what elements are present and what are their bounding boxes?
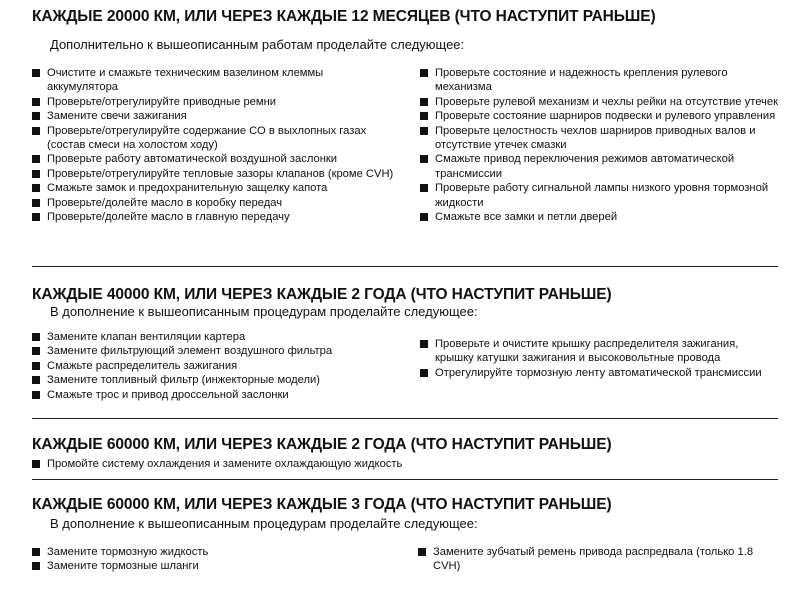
list-item: Смажьте распределитель зажигания: [32, 359, 394, 373]
list-item: Отрегулируйте тормозную ленту автоматической трансмиссии: [420, 366, 780, 380]
bullet-icon: [32, 333, 40, 341]
list-item: Проверьте/отрегулируйте содержание СО в выхлопных газах (состав смеси на холостом ходу): [32, 124, 394, 153]
list-item: Проверьте/отрегулируйте приводные ремни: [32, 95, 394, 109]
list-item: Проверьте целостность чехлов шарниров приводных валов и отсутствие утечек смазки: [420, 124, 780, 153]
bullet-icon: [32, 391, 40, 399]
section-subtitle-40000: В дополнение к вышеописанным процедурам проделайте следующее:: [50, 304, 478, 319]
bullet-icon: [32, 213, 40, 221]
bullet-icon: [32, 184, 40, 192]
bullet-icon: [420, 369, 428, 377]
section-title-60000-2y: КАЖДЫЕ 60000 КМ, ИЛИ ЧЕРЕЗ КАЖДЫЕ 2 ГОДА (ЧТО НАСТУПИТ РАНЬШЕ): [32, 436, 612, 453]
bullet-icon: [32, 112, 40, 120]
bullet-icon: [32, 98, 40, 106]
bullet-icon: [420, 155, 428, 163]
list-item: Смажьте трос и привод дроссельной заслонки: [32, 388, 394, 402]
section-subtitle-20000: Дополнительно к вышеописанным работам проделайте следующее:: [50, 37, 465, 52]
bullet-icon: [32, 199, 40, 207]
section-40000-left-list: [32, 330, 394, 402]
list-item: Проверьте и очистите крышку распределителя зажигания, крышку катушки зажигания и высоковольтные провода: [420, 337, 780, 366]
bullet-icon: [32, 548, 40, 556]
bullet-icon: [32, 127, 40, 135]
section-40000-right-list: [420, 337, 780, 380]
list-item: Проверьте состояние шарниров подвески и рулевого управления: [420, 109, 780, 123]
bullet-icon: [32, 170, 40, 178]
bullet-icon: [32, 362, 40, 370]
list-item: Смажьте замок и предохранительную защелку капота: [32, 181, 394, 195]
list-item: Проверьте работу автоматической воздушной заслонки: [32, 152, 394, 166]
section-60000-3y-left-list: [32, 545, 394, 574]
section-60000-2y-list: [32, 457, 772, 471]
section-title-40000: КАЖДЫЕ 40000 КМ, ИЛИ ЧЕРЕЗ КАЖДЫЕ 2 ГОДА (ЧТО НАСТУПИТ РАНЬШЕ): [32, 286, 612, 303]
section-60000-3y-right-list: [418, 545, 780, 574]
bullet-icon: [420, 184, 428, 192]
bullet-icon: [418, 548, 426, 556]
list-item: Проверьте/отрегулируйте тепловые зазоры клапанов (кроме CVH): [32, 167, 394, 181]
bullet-icon: [32, 376, 40, 384]
bullet-icon: [420, 98, 428, 106]
bullet-icon: [32, 69, 40, 77]
bullet-icon: [32, 562, 40, 570]
list-item: Смажьте все замки и петли дверей: [420, 210, 780, 224]
section-20000-right-list: [420, 66, 780, 224]
list-item: Замените фильтрующий элемент воздушного фильтра: [32, 344, 394, 358]
list-item: Замените свечи зажигания: [32, 109, 394, 123]
section-divider: [32, 479, 778, 480]
list-item: Замените топливный фильтр (инжекторные модели): [32, 373, 394, 387]
section-divider: [32, 418, 778, 419]
list-item: Проверьте работу сигнальной лампы низкого уровня тормозной жидкости: [420, 181, 780, 210]
bullet-icon: [420, 340, 428, 348]
section-title-20000: КАЖДЫЕ 20000 КМ, ИЛИ ЧЕРЕЗ КАЖДЫЕ 12 МЕСЯЦЕВ (ЧТО НАСТУПИТ РАНЬШЕ): [32, 8, 656, 25]
bullet-icon: [32, 460, 40, 468]
list-item: Смажьте привод переключения режимов автоматической трансмиссии: [420, 152, 780, 181]
list-item: Проверьте рулевой механизм и чехлы рейки на отсутствие утечек: [420, 95, 780, 109]
section-20000-left-list: [32, 66, 394, 224]
section-divider: [32, 266, 778, 267]
list-item: Замените зубчатый ремень привода распредвала (только 1.8 CVH): [418, 545, 780, 574]
list-item: Промойте систему охлаждения и замените охлаждающую жидкость: [32, 457, 772, 471]
bullet-icon: [32, 347, 40, 355]
list-item: Проверьте состояние и надежность крепления рулевого механизма: [420, 66, 780, 95]
list-item: Очистите и смажьте техническим вазелином клеммы аккумулятора: [32, 66, 394, 95]
list-item: Проверьте/долейте масло в главную передачу: [32, 210, 394, 224]
list-item: Замените тормозную жидкость: [32, 545, 394, 559]
bullet-icon: [420, 127, 428, 135]
section-title-60000-3y: КАЖДЫЕ 60000 КМ, ИЛИ ЧЕРЕЗ КАЖДЫЕ 3 ГОДА (ЧТО НАСТУПИТ РАНЬШЕ): [32, 496, 612, 513]
bullet-icon: [420, 112, 428, 120]
list-item: Проверьте/долейте масло в коробку передач: [32, 196, 394, 210]
list-item: Замените тормозные шланги: [32, 559, 394, 573]
bullet-icon: [420, 213, 428, 221]
section-subtitle-60000-3y: В дополнение к вышеописанным процедурам проделайте следующее:: [50, 516, 478, 531]
list-item: Замените клапан вентиляции картера: [32, 330, 394, 344]
bullet-icon: [32, 155, 40, 163]
bullet-icon: [420, 69, 428, 77]
